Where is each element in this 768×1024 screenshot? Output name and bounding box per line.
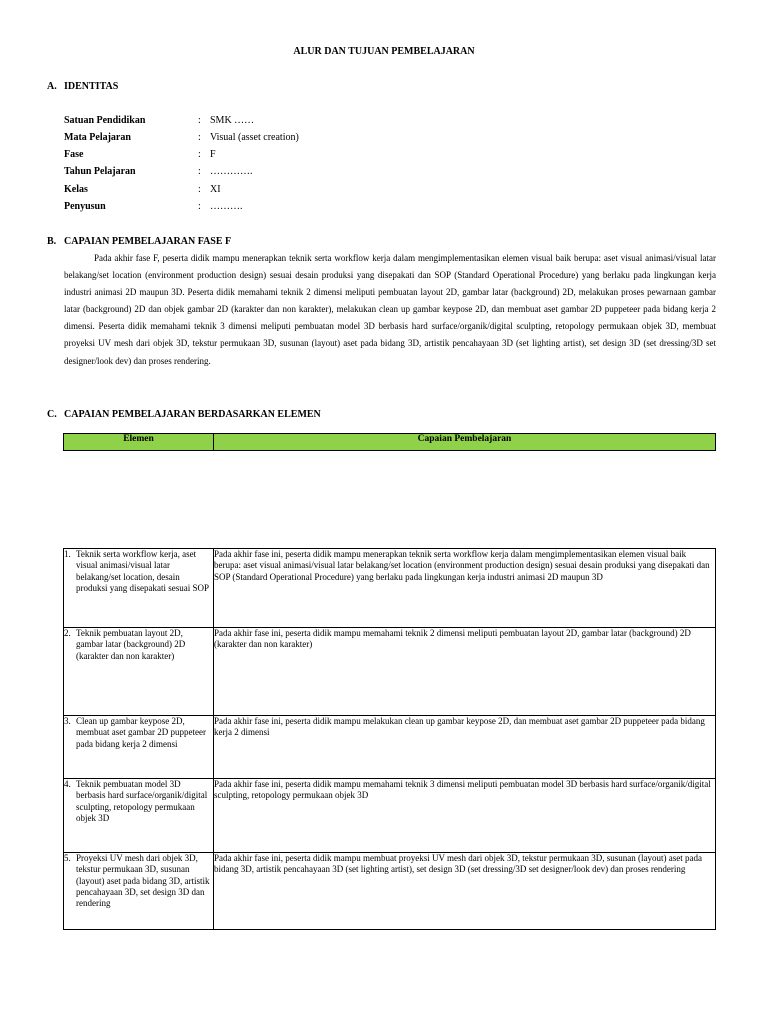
identity-label: Tahun Pelajaran <box>64 166 136 177</box>
table-row <box>64 779 716 853</box>
identity-value: XI <box>210 184 221 195</box>
section-a-heading <box>47 81 347 95</box>
identity-row-fase <box>64 149 464 163</box>
section-c-heading <box>47 409 447 423</box>
identity-label: Penyusun <box>64 201 106 212</box>
document-title: ALUR DAN TUJUAN PEMBELAJARAN <box>293 46 475 57</box>
elemen-cell <box>64 628 214 716</box>
row-number: 2. <box>64 628 71 638</box>
identity-value: ………. <box>210 201 243 212</box>
row-number: 3. <box>64 716 71 726</box>
capaian-cell: Pada akhir fase ini, peserta didik mampu menerapkan teknik serta workflow kerja dalam mengimplementasikan elemen visual baik berupa: aset visual animasi/visual latar belakang/set location (environment production design) sesuai desain produksi yang disepakati dan SOP (Standard Operational Procedure) yang berlaku pada lingkungan kerja industri animasi 2D maupun 3D <box>214 549 716 628</box>
table-row <box>64 549 716 628</box>
row-number: 1. <box>64 549 71 559</box>
section-b-title: CAPAIAN PEMBELAJARAN FASE F <box>64 236 232 247</box>
identity-value: F <box>210 149 216 160</box>
elemen-cell <box>64 549 214 628</box>
row-number: 4. <box>64 779 71 789</box>
elemen-text: Teknik serta workflow kerja, aset visual animasi/visual latar belakang/set location, desain produksi yang disepakati sesuai SOP <box>76 549 209 593</box>
identity-row-kelas <box>64 184 464 198</box>
capaian-paragraph: Pada akhir fase F, peserta didik mampu menerapkan teknik serta workflow kerja dalam mengimplementasikan elemen visual baik berupa: aset visual animasi/visual latar belakang/set location (environment production design) sesuai desain produksi yang disepakati dan SOP (Standard Operational Procedure) yang berlaku pada lingkungan kerja industri animasi 2D maupun 3D. Peserta didik memahami teknik 2 dimensi meliputi pembuatan layout 2D, gambar latar (background) 2D, melakukan proses pewarnaan gambar latar (background) 2D dan objek gambar 2D (karakter dan non karakter), melakukan clean up gambar keypose 2D, dan membuat aset gambar 2D puppeteer pada bidang kerja 2 dimensi. Peserta didik memahami teknik 3 dimensi meliputi pembuatan model 3D berbasis hard surface/organik/digital sculpting, retopology permukaan objek 3D, membuat proyeksi UV mesh dari objek 3D, tekstur permukaan 3D, susunan (layout) aset pada bidang 3D, artistik pencahayaan 3D (set lighting artist), set design 3D (set dressing/3D set designer/look dev) dan proses rendering. <box>64 253 716 366</box>
table-row <box>64 853 716 930</box>
section-a-number: A. <box>47 81 57 92</box>
identity-label: Mata Pelajaran <box>64 132 131 143</box>
identity-label: Fase <box>64 149 84 160</box>
row-number: 5. <box>64 853 71 863</box>
section-a-title: IDENTITAS <box>64 81 119 92</box>
identity-colon: : <box>198 149 201 160</box>
identity-value: …………. <box>210 166 253 177</box>
section-b-heading <box>47 236 447 250</box>
section-c-number: C. <box>47 409 57 420</box>
table-row <box>64 628 716 716</box>
elemen-text: Proyeksi UV mesh dari objek 3D, tekstur permukaan 3D, susunan (layout) aset pada bidang 3D, artistik pencahayaan 3D, set design 3D dan rendering <box>76 853 210 909</box>
header-capaian: Capaian Pembelajaran <box>417 434 512 444</box>
identity-colon: : <box>198 132 201 143</box>
identity-row-mata-pelajaran <box>64 132 464 146</box>
table-row <box>64 716 716 779</box>
identity-colon: : <box>198 115 201 126</box>
identity-colon: : <box>198 184 201 195</box>
identity-row-penyusun <box>64 201 464 215</box>
identity-label: Satuan Pendidikan <box>64 115 146 126</box>
identity-row-satuan-pendidikan <box>64 115 464 129</box>
elemen-text: Clean up gambar keypose 2D, membuat aset gambar 2D puppeteer pada bidang kerja 2 dimensi <box>76 716 206 749</box>
identity-row-tahun-pelajaran <box>64 166 464 180</box>
capaian-cell: Pada akhir fase ini, peserta didik mampu melakukan clean up gambar keypose 2D, dan membuat aset gambar 2D puppeteer pada bidang kerja 2 dimensi <box>214 716 716 779</box>
identity-value: Visual (asset creation) <box>210 132 299 143</box>
elemen-cell <box>64 853 214 930</box>
capaian-cell: Pada akhir fase ini, peserta didik mampu memahami teknik 3 dimensi meliputi pembuatan model 3D berbasis hard surface/organik/digital sculpting, retopology permukaan objek 3D <box>214 779 716 853</box>
identity-label: Kelas <box>64 184 88 195</box>
header-elemen: Elemen <box>64 434 214 450</box>
elemen-cell <box>64 779 214 853</box>
elemen-cell <box>64 716 214 779</box>
elemen-text: Teknik pembuatan layout 2D, gambar latar (background) 2D (karakter dan non karakter) <box>76 628 186 661</box>
capaian-cell: Pada akhir fase ini, peserta didik mampu membuat proyeksi UV mesh dari objek 3D, tekstur permukaan 3D, susunan (layout) aset pada bidang 3D, artistik pencahayaan 3D (set lighting artist), set design 3D (set dressing/3D set designer/look dev) dan proses rendering <box>214 853 716 930</box>
capaian-cell: Pada akhir fase ini, peserta didik mampu memahami teknik 2 dimensi meliputi pembuatan layout 2D, gambar latar (background) 2D (karakter dan non karakter) <box>214 628 716 716</box>
identity-value: SMK …… <box>210 115 255 126</box>
elemen-text: Teknik pembuatan model 3D berbasis hard surface/organik/digital sculpting, retopology permukaan objek 3D <box>76 779 208 823</box>
elemen-table <box>63 548 716 930</box>
section-b-number: B. <box>47 236 57 247</box>
identity-colon: : <box>198 201 201 212</box>
section-c-title: CAPAIAN PEMBELAJARAN BERDASARKAN ELEMEN <box>64 409 321 420</box>
identity-colon: : <box>198 166 201 177</box>
table-header <box>63 433 716 451</box>
